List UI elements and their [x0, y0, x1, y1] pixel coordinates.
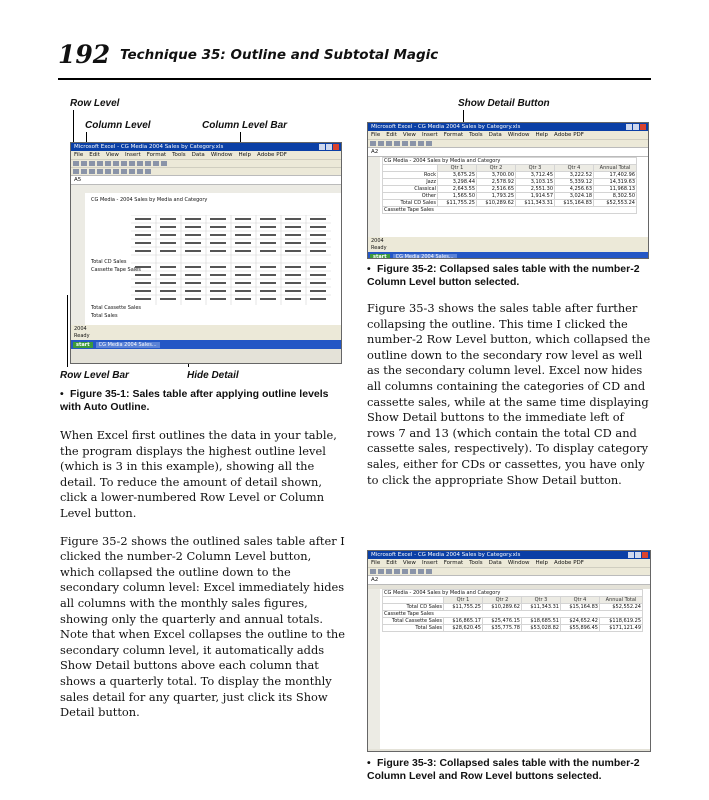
table-cell[interactable]: 3,700.00	[477, 172, 516, 179]
table-cell[interactable]: Jazz	[383, 179, 438, 186]
table-cell[interactable]: $11,343.31	[516, 200, 555, 207]
maximize-icon[interactable]	[633, 124, 639, 130]
menu-tools[interactable]: Tools	[469, 132, 483, 138]
figure1-cell-texture	[131, 215, 331, 305]
menu-help[interactable]: Help	[535, 560, 549, 566]
paste-icon[interactable]	[129, 161, 135, 166]
figure2-caption-label: Figure 35-2:	[377, 263, 437, 275]
menu-file[interactable]: File	[74, 152, 84, 158]
table-row	[383, 618, 643, 625]
table-cell[interactable]: 8,302.50	[594, 193, 637, 200]
header-q3[interactable]: Qtr 3	[522, 597, 561, 604]
header-annual[interactable]: Annual Total	[600, 597, 643, 604]
table-cell[interactable]: 3,712.45	[516, 172, 555, 179]
menu-insert[interactable]: Insert	[124, 152, 141, 158]
sheet-title-cell[interactable]: CG Media - 2004 Sales by Media and Category	[383, 590, 643, 597]
table-row	[383, 172, 637, 179]
table-cell[interactable]: 2,551.30	[516, 186, 555, 193]
total-sales-cell[interactable]: Total Sales	[91, 313, 118, 319]
name-box[interactable]: A2	[371, 149, 379, 155]
table-cell[interactable]: 1,565.50	[438, 193, 477, 200]
figure3-caption-text: Collapsed sales table with the number-2 Column Level and Row Level buttons selected.	[367, 757, 640, 782]
table-cell[interactable]: $18,685.51	[522, 618, 561, 625]
table-cell[interactable]: $171,121.49	[600, 625, 643, 632]
window-title-bar	[71, 143, 341, 151]
table-cell[interactable]: $10,289.62	[477, 200, 516, 207]
minimize-icon[interactable]	[626, 124, 632, 130]
preview-icon[interactable]	[105, 161, 111, 166]
left-column-text	[60, 428, 346, 721]
menu-help[interactable]: Help	[238, 152, 252, 158]
figure2-caption	[367, 263, 649, 289]
row-level-bar[interactable]	[71, 185, 85, 325]
row-level-bar[interactable]	[368, 157, 380, 237]
menu-adobe-pdf[interactable]: Adobe PDF	[257, 152, 287, 158]
sum-icon[interactable]	[145, 161, 151, 166]
window-title-bar	[368, 551, 650, 559]
table-cell[interactable]: 3,103.15	[516, 179, 555, 186]
new-icon[interactable]	[73, 161, 79, 166]
maximize-icon[interactable]	[326, 144, 332, 150]
menu-insert[interactable]: Insert	[421, 560, 438, 566]
name-box[interactable]: A2	[371, 577, 379, 583]
figure1-caption-label: Figure 35-1:	[70, 388, 130, 400]
print-icon[interactable]	[97, 161, 103, 166]
header-q2[interactable]: Qtr 2	[483, 597, 522, 604]
cd-total-cell[interactable]: Total CD Sales	[91, 259, 127, 265]
menu-edit[interactable]: Edit	[386, 132, 397, 138]
paste-icon[interactable]	[418, 141, 424, 146]
table-row	[383, 193, 637, 200]
menu-tools[interactable]: Tools	[469, 560, 483, 566]
table-cell[interactable]: $53,028.82	[522, 625, 561, 632]
menu-file[interactable]: File	[371, 560, 381, 566]
status-bar	[71, 333, 341, 340]
align-left-icon[interactable]	[97, 169, 103, 174]
menu-bar	[368, 559, 650, 567]
print-icon[interactable]	[394, 569, 400, 574]
table-cell[interactable]: 3,675.25	[438, 172, 477, 179]
save-icon[interactable]	[386, 141, 392, 146]
table-cell[interactable]: 3,298.44	[438, 179, 477, 186]
sort-icon[interactable]	[153, 161, 159, 166]
table-cell[interactable]: $28,620.45	[444, 625, 483, 632]
taskbar-excel-item[interactable]: CG Media 2004 Sales...	[96, 342, 160, 348]
open-icon[interactable]	[378, 569, 384, 574]
callout-column-level: Column Level	[85, 120, 151, 131]
formula-bar[interactable]	[368, 575, 650, 585]
sheet-tab-2004[interactable]: 2004	[371, 238, 384, 244]
table-cell[interactable]: Other	[383, 193, 438, 200]
header-q4[interactable]: Qtr 4	[555, 165, 594, 172]
save-icon[interactable]	[89, 161, 95, 166]
table-cell[interactable]: 3,024.18	[555, 193, 594, 200]
paragraph: Figure 35-2 shows the outlined sales table after I clicked the number-2 Column Level button, which collapsed the outline down to the secondary column level: Excel immediately hides all columns with the monthly sales figures, showing only the quarterly and annual totals. Note that when Excel collapses the outline to the secondary column level, it automatically adds Show Detail buttons above each column that shows a quarterly total. To display the monthly sales detail for any quarter, just click its Show Detail button.	[60, 533, 345, 720]
header-q1[interactable]: Qtr 1	[438, 165, 477, 172]
fill-color-icon[interactable]	[145, 169, 151, 174]
new-icon[interactable]	[370, 569, 376, 574]
menu-edit[interactable]: Edit	[386, 560, 397, 566]
copy-icon[interactable]	[410, 141, 416, 146]
table-cell[interactable]: $52,552.24	[600, 604, 643, 611]
table-cell[interactable]: 11,968.13	[594, 186, 637, 193]
table-cell[interactable]: $10,289.62	[483, 604, 522, 611]
taskbar	[71, 340, 341, 349]
name-box[interactable]: A5	[74, 177, 82, 183]
table-cell[interactable]: 3,222.52	[555, 172, 594, 179]
menu-view[interactable]: View	[402, 560, 416, 566]
cut-icon[interactable]	[402, 569, 408, 574]
table-cell[interactable]: 2,516.65	[477, 186, 516, 193]
sheet-title-cell[interactable]: CG Media - 2004 Sales by Media and Category	[383, 158, 637, 165]
menu-insert[interactable]: Insert	[421, 132, 438, 138]
close-icon[interactable]	[333, 144, 339, 150]
table-cell[interactable]: $55,896.45	[561, 625, 600, 632]
table-cell[interactable]: Total Cassette Sales	[383, 618, 444, 625]
menu-format[interactable]: Format	[443, 560, 464, 566]
header-q1[interactable]: Qtr 1	[444, 597, 483, 604]
table-cell[interactable]: Total Sales	[383, 625, 444, 632]
window-title-bar	[368, 123, 648, 131]
header-rule	[58, 78, 651, 80]
menu-adobe-pdf[interactable]: Adobe PDF	[554, 560, 584, 566]
figure3-caption-label: Figure 35-3:	[377, 757, 437, 769]
table-cell[interactable]: 14,319.63	[594, 179, 637, 186]
sheet-title-cell[interactable]: CG Media - 2004 Sales by Media and Category	[91, 197, 208, 203]
running-head: Technique 35: Outline and Subtotal Magic	[120, 47, 439, 63]
worksheet-grid[interactable]	[368, 157, 648, 237]
table-cell[interactable]: 1,793.25	[477, 193, 516, 200]
table-cell[interactable]: $11,755.25	[444, 604, 483, 611]
window-title: Microsoft Excel - CG Media 2004 Sales by Category.xls	[371, 552, 521, 558]
align-right-icon[interactable]	[113, 169, 119, 174]
menu-view[interactable]: View	[402, 132, 416, 138]
menu-window[interactable]: Window	[210, 152, 233, 158]
table-cell[interactable]: $11,343.31	[522, 604, 561, 611]
table-cell[interactable]: 2,578.92	[477, 179, 516, 186]
paragraph: Figure 35-3 shows the sales table after further collapsing the outline. This time I clicked the number-2 Row Level button, which collapsed the outline down to the secondary row level as well as the secondary column level. Excel now hides all columns containing the categories of CD and cassette sales, while at the same time displaying Show Detail buttons to the immediate left of rows 7 and 13 (which contain the total CD and cassette sales, respectively). To display category sales, either for CDs or cassettes, you have only to click the appropriate Show Detail button.	[367, 301, 651, 487]
paste-icon[interactable]	[418, 569, 424, 574]
bold-icon[interactable]	[73, 169, 79, 174]
minimize-icon[interactable]	[628, 552, 634, 558]
standard-toolbar	[368, 567, 650, 575]
status-text: Ready	[74, 333, 90, 339]
table-cell[interactable]: 5,339.12	[555, 179, 594, 186]
table-cell[interactable]: Total CD Sales	[383, 200, 438, 207]
sheet-tabs	[368, 237, 648, 245]
percent-icon[interactable]	[129, 169, 135, 174]
menu-help[interactable]: Help	[535, 132, 549, 138]
currency-icon[interactable]	[121, 169, 127, 174]
table-row	[383, 179, 637, 186]
minimize-icon[interactable]	[319, 144, 325, 150]
sum-icon[interactable]	[426, 141, 432, 146]
menu-bar	[71, 151, 341, 159]
maximize-icon[interactable]	[635, 552, 641, 558]
sheet-tabs	[71, 325, 341, 333]
taskbar-excel-item[interactable]: CG Media 2004 Sales...	[393, 254, 457, 260]
menu-format[interactable]: Format	[146, 152, 167, 158]
table-cell[interactable]: $35,775.78	[483, 625, 522, 632]
menu-data[interactable]: Data	[191, 152, 205, 158]
table-cell[interactable]: $118,619.25	[600, 618, 643, 625]
table-cell[interactable]: 2,643.55	[438, 186, 477, 193]
worksheet-grid[interactable]	[368, 589, 650, 749]
print-icon[interactable]	[394, 141, 400, 146]
taskbar	[368, 252, 648, 259]
table-cell[interactable]: $11,755.25	[438, 200, 477, 207]
callout-line-row-level-bar	[67, 295, 68, 367]
figure1-screenshot	[70, 142, 342, 364]
table-cell[interactable]: 17,402.96	[594, 172, 637, 179]
table-row	[383, 604, 643, 611]
right-column-text	[367, 301, 651, 488]
blank-cell[interactable]	[383, 597, 444, 604]
italic-icon[interactable]	[81, 169, 87, 174]
status-bar	[368, 245, 648, 252]
formula-bar[interactable]	[368, 147, 648, 157]
menu-data[interactable]: Data	[488, 132, 502, 138]
status-text: Ready	[371, 245, 387, 251]
caption-bullet: •	[367, 263, 371, 275]
table-cell[interactable]: Total CD Sales	[383, 604, 444, 611]
paragraph: When Excel first outlines the data in your table, the program displays the highest outline level (which is 3 in this example), showing all the detail. To reduce the amount of detail shown, click a lower-numbered Row Level or Column Level button.	[60, 428, 337, 520]
header-q4[interactable]: Qtr 4	[561, 597, 600, 604]
window-title: Microsoft Excel - CG Media 2004 Sales by Category.xls	[371, 124, 521, 130]
figure3-screenshot	[367, 550, 651, 752]
copy-icon[interactable]	[121, 161, 127, 166]
menu-edit[interactable]: Edit	[89, 152, 100, 158]
open-icon[interactable]	[81, 161, 87, 166]
open-icon[interactable]	[378, 141, 384, 146]
close-icon[interactable]	[642, 552, 648, 558]
callout-hide-detail: Hide Detail	[187, 370, 239, 381]
align-center-icon[interactable]	[105, 169, 111, 174]
row-level-bar[interactable]	[368, 589, 380, 749]
standard-toolbar	[71, 159, 341, 167]
table-cell[interactable]: $25,476.15	[483, 618, 522, 625]
header-q2[interactable]: Qtr 2	[477, 165, 516, 172]
header-annual[interactable]: Annual Total	[594, 165, 637, 172]
figure1-caption	[60, 388, 350, 414]
cassette-label-cell[interactable]: Cassette Tape Sales	[383, 207, 637, 214]
cassette-total-cell[interactable]: Total Cassette Sales	[91, 305, 142, 311]
formatting-toolbar	[71, 167, 341, 175]
sheet-tab-2004[interactable]: 2004	[74, 326, 87, 332]
window-title: Microsoft Excel - CG Media 2004 Sales by Category.xls	[74, 144, 224, 150]
menu-data[interactable]: Data	[488, 560, 502, 566]
callout-column-level-bar: Column Level Bar	[202, 120, 288, 131]
menu-view[interactable]: View	[105, 152, 119, 158]
table-cell[interactable]: Classical	[383, 186, 438, 193]
table-row	[383, 186, 637, 193]
callout-row-level: Row Level	[70, 98, 120, 109]
close-icon[interactable]	[640, 124, 646, 130]
callout-show-detail-button: Show Detail Button	[458, 98, 550, 109]
cassette-label-cell[interactable]: Cassette Tape Sales	[91, 267, 141, 273]
save-icon[interactable]	[386, 569, 392, 574]
figure3-table	[382, 589, 643, 632]
figure1-caption-text: Sales table after applying outline levels with Auto Outline.	[60, 388, 329, 413]
menu-window[interactable]: Window	[507, 560, 530, 566]
chart-icon[interactable]	[161, 161, 167, 166]
underline-icon[interactable]	[89, 169, 95, 174]
table-cell[interactable]: $24,652.42	[561, 618, 600, 625]
menu-tools[interactable]: Tools	[172, 152, 186, 158]
menu-format[interactable]: Format	[443, 132, 464, 138]
cassette-label-cell[interactable]: Cassette Tape Sales	[383, 611, 643, 618]
sum-icon[interactable]	[426, 569, 432, 574]
menu-adobe-pdf[interactable]: Adobe PDF	[554, 132, 584, 138]
cut-icon[interactable]	[402, 141, 408, 146]
table-cell[interactable]: $52,553.24	[594, 200, 637, 207]
menu-bar	[368, 131, 648, 139]
table-cell[interactable]: 1,914.57	[516, 193, 555, 200]
table-row	[383, 200, 637, 207]
worksheet-grid[interactable]	[71, 185, 341, 325]
table-cell[interactable]: $15,164.83	[561, 604, 600, 611]
standard-toolbar	[368, 139, 648, 147]
table-cell[interactable]: $16,865.17	[444, 618, 483, 625]
page-number: 192	[58, 40, 111, 69]
formula-bar[interactable]	[71, 175, 341, 185]
blank-cell[interactable]	[383, 165, 438, 172]
figure3-caption	[367, 757, 649, 783]
caption-bullet: •	[367, 757, 371, 769]
table-cell[interactable]: Rock	[383, 172, 438, 179]
start-button[interactable]: start	[370, 254, 390, 260]
figure2-table	[382, 157, 637, 214]
caption-bullet: •	[60, 388, 64, 400]
header-q3[interactable]: Qtr 3	[516, 165, 555, 172]
menu-file[interactable]: File	[371, 132, 381, 138]
callout-row-level-bar: Row Level Bar	[60, 370, 129, 381]
new-icon[interactable]	[370, 141, 376, 146]
undo-icon[interactable]	[137, 161, 143, 166]
copy-icon[interactable]	[410, 569, 416, 574]
menu-window[interactable]: Window	[507, 132, 530, 138]
table-cell[interactable]: $15,164.83	[555, 200, 594, 207]
table-row	[383, 625, 643, 632]
start-button[interactable]: start	[73, 342, 93, 348]
table-cell[interactable]: 4,256.63	[555, 186, 594, 193]
column-level-bar[interactable]	[85, 185, 341, 193]
figure2-caption-text: Collapsed sales table with the number-2 Column Level button selected.	[367, 263, 640, 288]
figure2-screenshot	[367, 122, 649, 259]
cut-icon[interactable]	[113, 161, 119, 166]
borders-icon[interactable]	[137, 169, 143, 174]
